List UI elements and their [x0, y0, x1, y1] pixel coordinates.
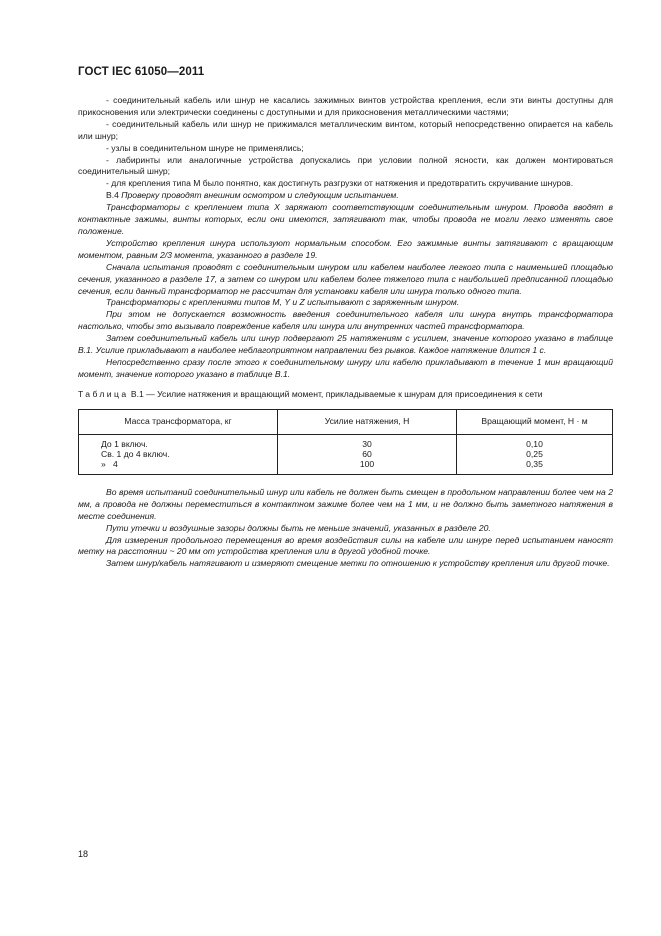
- table-cell: 60: [278, 449, 457, 459]
- table-cell: Св. 1 до 4 включ.: [79, 449, 278, 459]
- paragraph: Для измерения продольного перемещения во время воздействия силы на кабеле или шнуре перед испытанием наносят метку на расстоянии ~ 20 мм от устройства крепления или в другой удобной точке.: [78, 534, 613, 557]
- table-header-row: [79, 409, 613, 434]
- paragraph: Сначала испытания проводят с соединительным шнуром или кабелем наиболее легкого типа с наименьшей площадью сечения, указанного в разделе 17, а затем со шнуром или кабелем более тяжелого типа с наибольшей предписанной площадью сечения, если данный трансформатор не рассчитан для установки кабеля или шнура только одного типа.: [78, 261, 613, 296]
- data-table: [78, 409, 613, 475]
- table-caption: [78, 389, 613, 401]
- section-heading: [78, 190, 613, 202]
- table-cell: 100: [278, 459, 457, 474]
- body-text: [78, 95, 613, 570]
- paragraph: Затем шнур/кабель натягивают и измеряют смещение метки по отношению к устройству крепления или другой точке.: [106, 558, 610, 569]
- paragraph: Пути утечки и воздушные зазоры должны быть не меньше значений, указанных в разделе 20.: [106, 522, 491, 533]
- paragraph: Трансформаторы с креплением типа X заряжают соответствующим соединительным шнуром. Провода вводят в контактные зажимы, винты которых, если они имеются, затягивают так, чтобы провода не могли легко изменять свое положение.: [78, 202, 613, 236]
- paragraph: Устройство крепления шнура используют нормальным способом. Его зажимные винты затягивают с вращающим моментом, равным 2/3 момента, указанного в разделе 19.: [78, 237, 613, 260]
- table-cell: » 4: [79, 459, 278, 474]
- table-cell: 0,35: [457, 459, 613, 474]
- paragraph: Затем соединительный кабель или шнур подвергают 25 натяжениям с усилием, значение которого указано в таблице В.1. Усилие прикладывают в наиболее неблагоприятном направлении без рывков. Каждое натяжение длится 1 с.: [78, 333, 613, 356]
- document-header: ГОСТ IEC 61050—2011: [78, 66, 205, 78]
- table-cell: 30: [278, 434, 457, 449]
- section-number: В.4: [106, 190, 119, 201]
- table-header-cell: Масса трансформатора, кг: [79, 409, 278, 434]
- table-row: [79, 449, 613, 459]
- paragraph: - для крепления типа М было понятно, как достигнуть разгрузки от натяжения и предотвратить скручивание шнуров.: [106, 178, 574, 189]
- paragraph: - лабиринты или аналогичные устройства допускались при условии полной ясности, как должен монтироваться соединительный шнур;: [78, 154, 613, 177]
- table-caption-text: В.1 — Усилие натяжения и вращающий момент, прикладываемые к шнурам для присоединения к сети: [130, 388, 543, 399]
- table-cell: 0,10: [457, 434, 613, 449]
- paragraph: При этом не допускается возможность введения соединительного кабеля или шнура внутрь трансформатора настолько, чтобы это вызывало повреждение кабеля или шнура или внутренних частей трансформатора.: [78, 309, 613, 332]
- table-cell: 0,25: [457, 449, 613, 459]
- table-row: [79, 459, 613, 474]
- table-row: [79, 434, 613, 449]
- paragraph: Трансформаторы с креплениями типов М, Y и Z испытывают с заряженным шнуром.: [106, 297, 460, 308]
- after-table-text: [78, 487, 613, 570]
- page-number: 18: [78, 849, 89, 859]
- table-cell: До 1 включ.: [79, 434, 278, 449]
- section-text: Проверку проводят внешним осмотром и следующим испытанием.: [121, 190, 399, 201]
- paragraph: - узлы в соединительном шнуре не применялись;: [106, 142, 304, 153]
- table-header-cell: Вращающий момент, Н · м: [457, 409, 613, 434]
- paragraph: Непосредственно сразу после этого к соединительному шнуру или кабелю прикладывают в течение 1 мин вращающий момент, значение которого указано в таблице В.1.: [78, 356, 613, 379]
- table-header-cell: Усилие натяжения, Н: [278, 409, 457, 434]
- paragraph: - соединительный кабель или шнур не касались зажимных винтов устройства крепления, если эти винты доступны для прикосновения или электрически соединены с доступными и для прикосновения металлическими частями;: [78, 95, 613, 117]
- paragraph: Во время испытаний соединительный шнур или кабель не должен быть смещен в продольном направлении более чем на 2 мм, а провода не должны переместиться в контактном зажиме более чем на 1 мм, и не должно быть заметного натяжения в месте соединения.: [78, 486, 613, 521]
- table-caption-label: Таблица: [78, 388, 129, 399]
- paragraph: - соединительный кабель или шнур не прижимался металлическим винтом, который непосредственно опирается на кабель или шнур;: [78, 118, 613, 141]
